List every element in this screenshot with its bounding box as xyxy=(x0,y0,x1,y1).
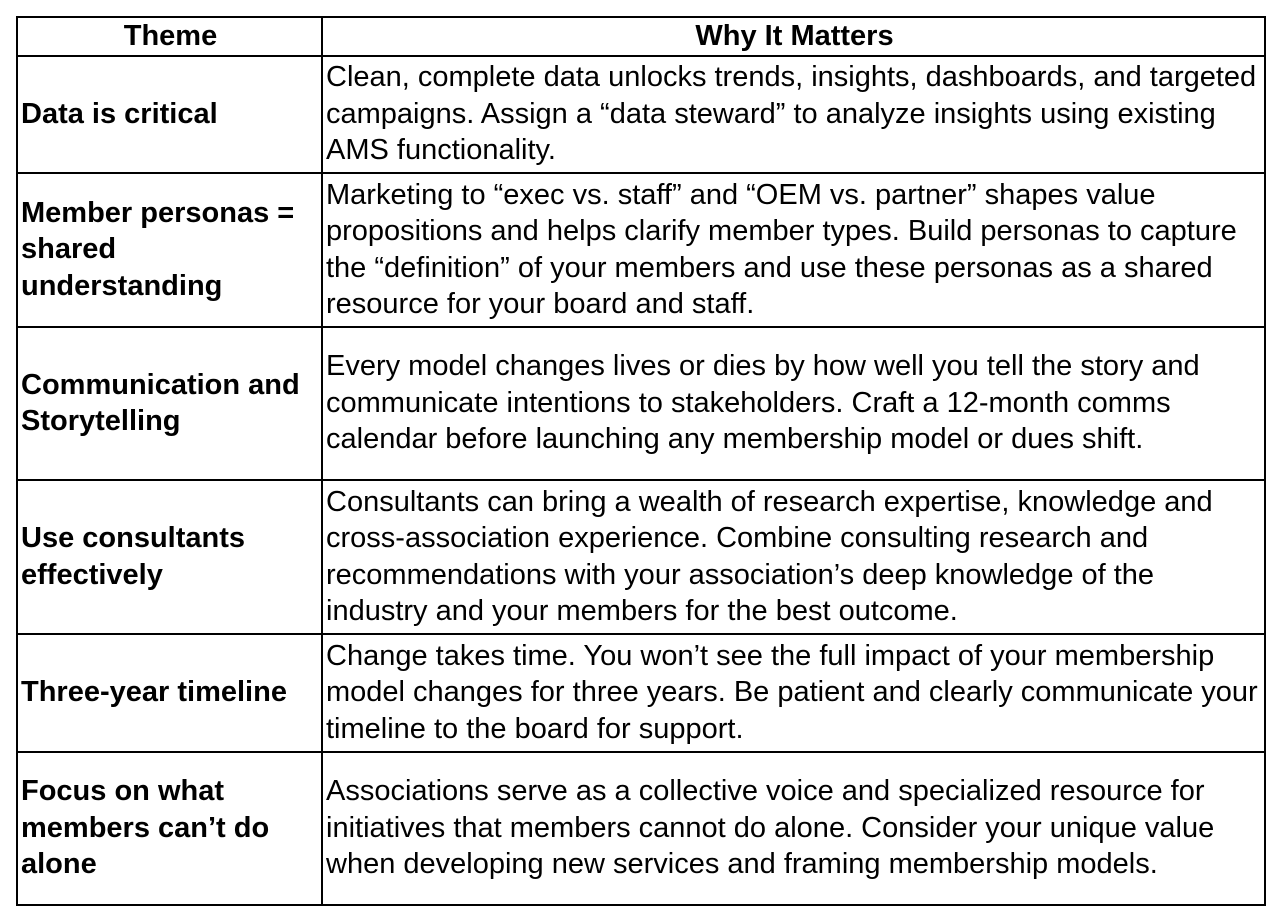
why-cell: Consultants can bring a wealth of research expertise, knowledge and cross-association experience. Combine consulting research and recommendations with your association’s deep knowledge of the industry and your members for the best outcome. xyxy=(322,480,1265,634)
theme-cell: Focus on what members can’t do alone xyxy=(17,752,322,905)
why-cell: Change takes time. You won’t see the full impact of your membership model changes for three years. Be patient and clearly communicate your timeline to the board for support. xyxy=(322,634,1265,752)
theme-cell: Use consultants effectively xyxy=(17,480,322,634)
table-row xyxy=(17,634,1265,752)
table-row xyxy=(17,56,1265,173)
themes-table xyxy=(16,16,1266,906)
table-row xyxy=(17,480,1265,634)
theme-cell: Three-year timeline xyxy=(17,634,322,752)
header-why-it-matters: Why It Matters xyxy=(322,17,1265,56)
table-row xyxy=(17,173,1265,327)
theme-cell: Communication and Storytelling xyxy=(17,327,322,480)
table-row xyxy=(17,327,1265,480)
header-row xyxy=(17,17,1265,56)
table-row xyxy=(17,752,1265,905)
theme-cell: Data is critical xyxy=(17,56,322,173)
why-cell: Clean, complete data unlocks trends, insights, dashboards, and targeted campaigns. Assign a “data steward” to analyze insights using existing AMS functionality. xyxy=(322,56,1265,173)
why-cell: Associations serve as a collective voice and specialized resource for initiatives that members cannot do alone. Consider your unique value when developing new services and framing membership models. xyxy=(322,752,1265,905)
why-cell: Every model changes lives or dies by how well you tell the story and communicate intentions to stakeholders. Craft a 12-month comms calendar before launching any membership model or dues shift. xyxy=(322,327,1265,480)
theme-cell: Member personas = shared understanding xyxy=(17,173,322,327)
why-cell: Marketing to “exec vs. staff” and “OEM vs. partner” shapes value propositions and helps clarify member types. Build personas to capture the “definition” of your members and use these personas as a shared resource for your board and staff. xyxy=(322,173,1265,327)
header-theme: Theme xyxy=(17,17,322,56)
